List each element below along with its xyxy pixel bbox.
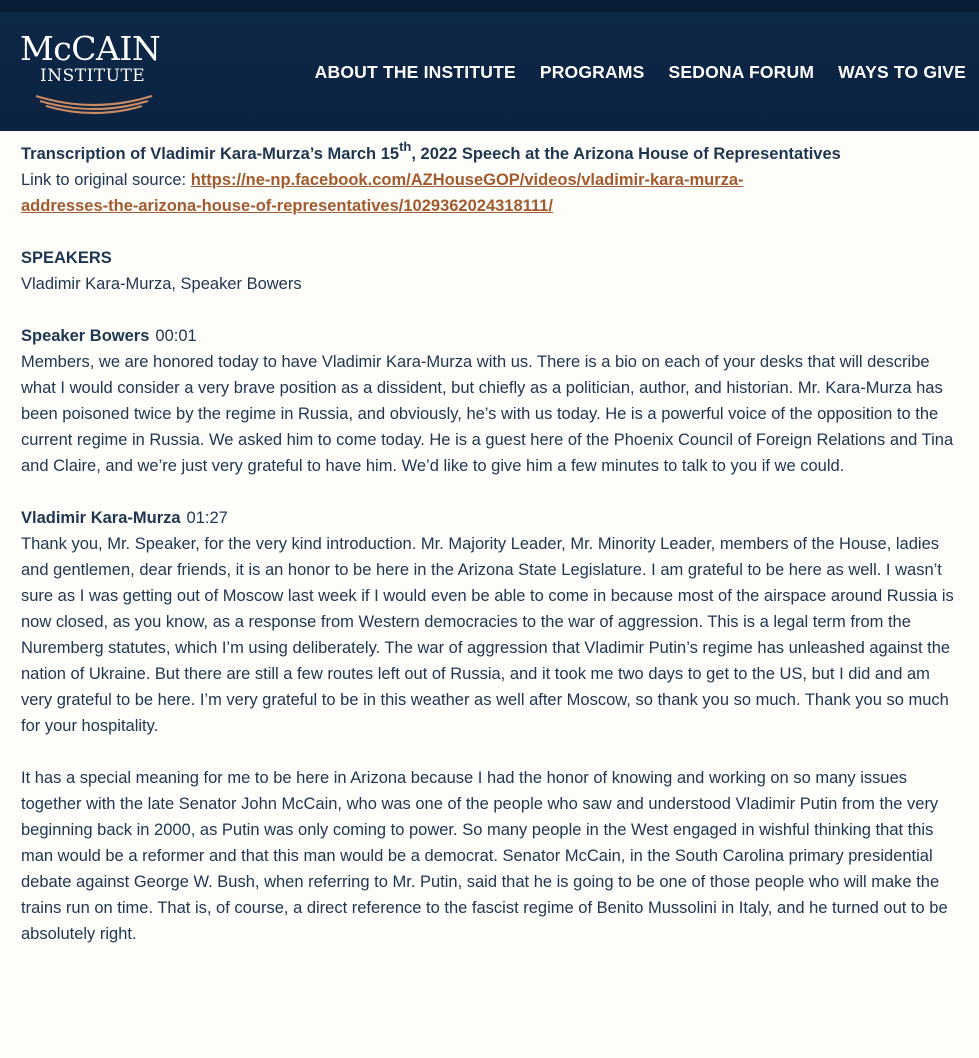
- speaker-name: Speaker Bowers: [21, 327, 150, 345]
- source-label: Link to original source:: [21, 171, 187, 189]
- logo-arcs-icon: [34, 90, 154, 118]
- transcript-paragraph: It has a special meaning for me to be here in Arizona because I had the honor of knowing and working on so many issues together with the late Senator John McCain, who was one of the people who saw and understood Vladimir Putin from the very beginning back in 2000, as Putin was only coming to power. So many people in the West engaged in wishful thinking that this man would be a reformer and that this man would be a democrat. Senator McCain, in the South Carolina primary presidential debate against George W. Bush, when referring to Mr. Putin, said that he is going to be one of those people who will make the trains run on time. That is, of course, a direct reference to the fascist regime of Benito Mussolini in Italy, and he turned out to be absolutely right.: [21, 769, 948, 943]
- source-line: [21, 167, 958, 219]
- speaker-header: [21, 505, 958, 531]
- speaker-name: Vladimir Kara-Murza: [21, 509, 181, 527]
- nav-about[interactable]: ABOUT THE INSTITUTE: [314, 62, 516, 82]
- source-link[interactable]: https://ne-np.facebook.com/AZHouseGOP/videos/vladimir-kara-murza-: [190, 171, 744, 189]
- speakers-heading: SPEAKERS: [21, 249, 112, 267]
- speaker-header: [21, 323, 958, 349]
- nav-programs[interactable]: PROGRAMS: [539, 62, 645, 82]
- nav-ways-to-give[interactable]: WAYS TO GIVE: [838, 62, 966, 82]
- main-nav: [315, 62, 966, 83]
- site-header: [0, 0, 979, 131]
- timestamp: 00:01: [155, 327, 197, 345]
- transcript-content: [0, 131, 979, 947]
- mccain-institute-logo[interactable]: [20, 29, 170, 122]
- transcript-paragraph: Members, we are honored today to have Vladimir Kara-Murza with us. There is a bio on each of your desks that will describe what I would consider a very brave position as a dissident, but chiefly as a politician, author, and historian. Mr. Kara-Murza has been poisoned twice by the regime in Russia, and obviously, he’s with us today. He is a powerful voice of the opposition to the current regime in Russia. We asked him to come today. He is a guest here of the Phoenix Council of Foreign Relations and Tina and Claire, and we’re just very grateful to have him. We’d like to give him a few minutes to talk to you if we could.: [21, 353, 954, 475]
- logo-wordmark: McCAIN: [20, 29, 161, 68]
- timestamp: 01:27: [186, 509, 228, 527]
- speakers-list: Vladimir Kara-Murza, Speaker Bowers: [21, 275, 302, 293]
- source-link-cont[interactable]: addresses-the-arizona-house-of-representatives/1029362024318111/: [21, 197, 553, 215]
- logo-subtitle: INSTITUTE: [40, 66, 146, 86]
- nav-sedona-forum[interactable]: SEDONA FORUM: [668, 62, 815, 82]
- page-title: Transcription of Vladimir Kara-Murza’s March 15th, 2022 Speech at the Arizona House of Representatives: [21, 139, 841, 163]
- transcript-paragraph: Thank you, Mr. Speaker, for the very kind introduction. Mr. Majority Leader, Mr. Minority Leader, members of the House, ladies and gentlemen, dear friends, it is an honor to be here in the Arizona State Legislature. I am grateful to be here as well. I wasn’t sure as I was getting out of Moscow last week if I would even be able to come in because most of the airspace around Russia is now closed, as you know, as a response from Western democracies to the war of aggression. This is a legal term from the Nuremberg statutes, which I’m using deliberately. The war of aggression that Vladimir Putin’s regime has unleashed against the nation of Ukraine. But there are still a few routes left out of Russia, and it took me two days to get to the US, but I did and am very grateful to be here. I’m very grateful to be in this weather as well after Moscow, so thank you so much. Thank you so much for your hospitality.: [21, 535, 954, 735]
